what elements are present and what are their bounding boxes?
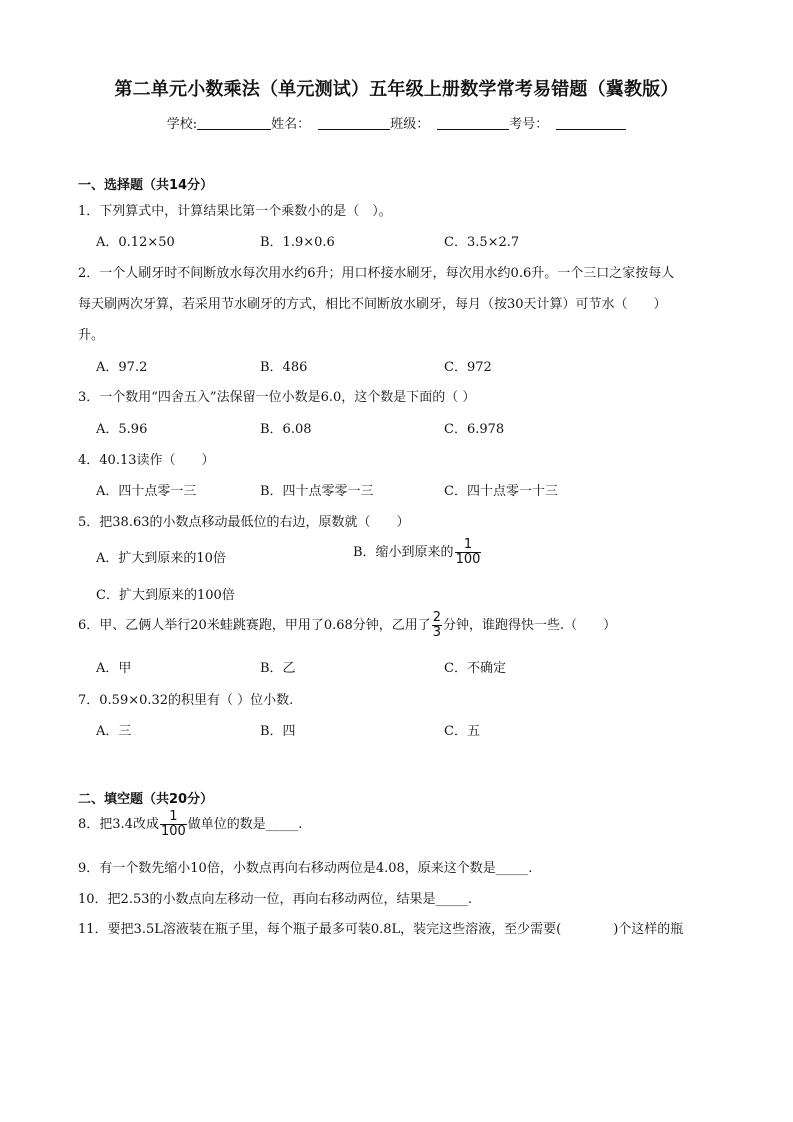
question-8-suffix: 做单位的数是 [187,817,266,832]
question-6-suffix: 分钟，谁跑得快一些.（ ） [443,618,617,633]
name-blank[interactable] [318,115,390,130]
exam-no-label: 考号： [509,117,549,132]
q6-option-b[interactable]: B．乙 [260,661,296,676]
q4-option-a[interactable]: A．四十点零一三 [96,484,197,499]
question-4: 4．40.13读作（ ） [78,453,215,468]
q7-option-b[interactable]: B．四 [260,724,296,739]
question-2-line1: 2．一个人刷牙时不间断放水每次用水约6升；用口杯接水刷牙，每次用水约0.6升。一个三口之家按每人 [78,266,675,281]
question-10-end: . [468,892,473,907]
section-heading-fill-in: 二、填空题（共20分） [78,792,214,807]
question-8-end: . [298,817,303,832]
q4-option-b[interactable]: B．四十点零零一三 [260,484,374,499]
fraction-denominator: 3 [432,625,442,640]
q5-option-a[interactable]: A．扩大到原来的10倍 [96,551,226,566]
answer-blank[interactable]: _____ [495,861,529,876]
q7-option-c[interactable]: C．五 [444,724,480,739]
question-9 [78,857,532,876]
question-11: 11．要把3.5L溶液装在瓶子里，每个瓶子最多可装0.8L，装完这些溶液，至少需要( )个这样的瓶 [78,922,684,937]
student-info-line [0,113,793,132]
question-7: 7．0.59×0.32的积里有（ ）位小数. [78,693,294,708]
q1-option-c[interactable]: C．3.5×2.7 [444,235,520,250]
question-3: 3．一个数用“四舍五入”法保留一位小数是6.0，这个数是下面的（ ） [78,390,476,405]
exam-no-blank[interactable] [556,115,626,130]
question-8-prefix: 8．把3.4改成 [78,817,159,832]
q6-option-a[interactable]: A．甲 [96,661,132,676]
fraction-one-hundredth [160,810,187,839]
answer-blank[interactable]: _____ [265,817,299,832]
question-8 [78,810,302,839]
q3-option-c[interactable]: C．6.978 [444,422,505,437]
question-10-text: 10．把2.53的小数点向左移动一位，再向右移动两位，结果是 [78,892,436,907]
q5-option-b[interactable] [353,538,482,567]
q7-option-a[interactable]: A．三 [96,724,132,739]
section-heading-choice: 一、选择题（共14分） [78,178,214,193]
question-1: 1．下列算式中，计算结果比第一个乘数小的是（ ）。 [78,204,392,219]
q5-option-b-text: B．缩小到原来的 [353,545,454,560]
fraction-one-hundredth [455,538,482,567]
fraction-numerator: 1 [169,809,178,824]
page-title: 第二单元小数乘法（单元测试）五年级上册数学常考易错题（冀教版） [114,79,679,100]
q1-option-a[interactable]: A．0.12×50 [96,235,175,250]
question-9-end: . [528,861,533,876]
q2-option-b[interactable]: B．486 [260,360,308,375]
q2-option-c[interactable]: C．972 [444,360,492,375]
q4-option-c[interactable]: C．四十点零一十三 [444,484,558,499]
fraction-numerator: 1 [463,537,473,552]
fraction-numerator: 2 [432,610,442,625]
question-9-text: 9．有一个数先缩小10倍，小数点再向右移动两位是4.08，原来这个数是 [78,861,496,876]
class-label: 班级： [390,117,430,132]
q3-option-a[interactable]: A．5.96 [96,422,148,437]
fraction-two-thirds [432,611,442,640]
question-5: 5．把38.63的小数点移动最低位的右边，原数就（ ） [78,515,410,530]
school-blank[interactable] [197,115,271,130]
q6-option-c[interactable]: C．不确定 [444,661,506,676]
name-label: 姓名： [271,117,311,132]
school-label: 学校: [166,117,198,132]
fraction-denominator: 100 [160,824,186,839]
class-blank[interactable] [437,115,509,130]
fraction-denominator: 100 [455,552,481,567]
question-2-line3: 升。 [78,328,105,343]
q1-option-b[interactable]: B．1.9×0.6 [260,235,335,250]
question-2-line2: 每天刷两次牙算，若采用节水刷牙的方式，相比不间断放水刷牙，每月（按30天计算）可节水（ ） [78,297,667,312]
q3-option-b[interactable]: B．6.08 [260,422,312,437]
question-10 [78,888,472,907]
answer-blank[interactable]: _____ [435,892,468,907]
q2-option-a[interactable]: A．97.2 [96,360,148,375]
question-6-prefix: 6．甲、乙俩人举行20米蛙跳赛跑，甲用了0.68分钟，乙用了 [78,618,431,633]
q5-option-c[interactable]: C．扩大到原来的100倍 [96,588,235,603]
question-6 [78,611,616,640]
